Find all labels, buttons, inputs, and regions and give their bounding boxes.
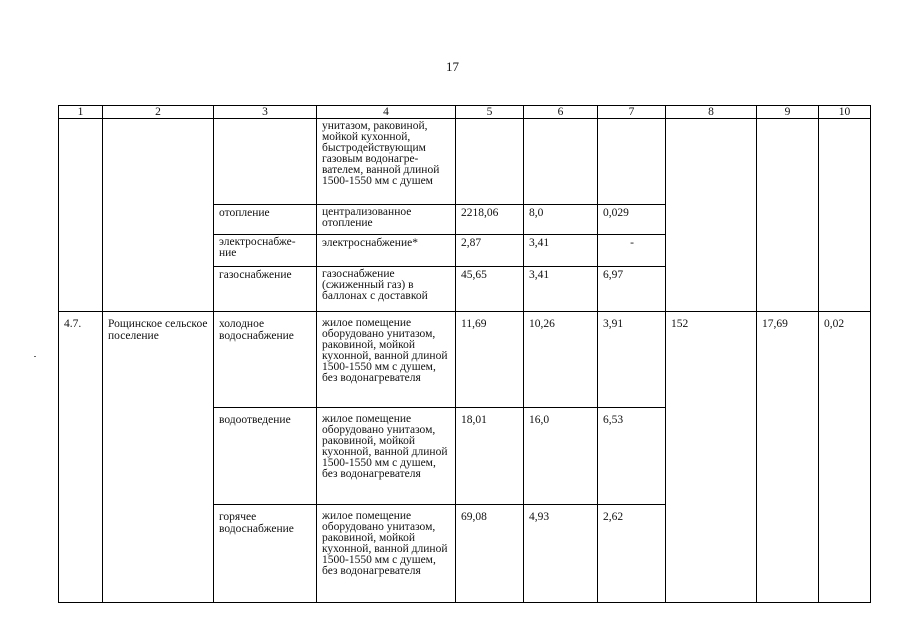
cell-col10: 0,02 xyxy=(819,312,871,603)
cell-equipment: электроснабжение* xyxy=(317,235,456,267)
cell-value xyxy=(524,119,598,205)
header-cell: 4 xyxy=(317,106,456,119)
cell-value: 0,029 xyxy=(598,205,666,235)
page-number: 17 xyxy=(446,59,459,74)
cell-equipment: газоснабжение (сжиженный газ) в баллонах с доставкой xyxy=(317,267,456,312)
header-cell: 2 xyxy=(103,106,214,119)
cell-number: 4.7. xyxy=(59,312,103,603)
cell-col8: 152 xyxy=(666,312,757,603)
table-row xyxy=(59,119,871,205)
header-cell: 6 xyxy=(524,106,598,119)
header-cell: 8 xyxy=(666,106,757,119)
tariff-table xyxy=(58,105,871,603)
cell-number xyxy=(59,119,103,312)
table-row xyxy=(59,312,871,408)
header-cell: 3 xyxy=(214,106,317,119)
cell-value xyxy=(456,119,524,205)
header-cell: 5 xyxy=(456,106,524,119)
cell-value: 3,91 xyxy=(598,312,666,408)
cell-service: электроснабже-ние xyxy=(214,235,317,267)
cell-value: 4,93 xyxy=(524,505,598,603)
cell-equipment: унитазом, раковиной, мойкой кухонной, быстродействующим газовым водонагре-вателем, ванной длиной 1500-1550 мм с душем xyxy=(317,119,456,205)
cell-service: водоотведение xyxy=(214,408,317,505)
cell-service: отопление xyxy=(214,205,317,235)
cell-equipment: жилое помещение оборудовано унитазом, раковиной, мойкой кухонной, ванной длиной 1500-1550 мм с душем, без водонагревателя xyxy=(317,505,456,603)
cell-value: 2,87 xyxy=(456,235,524,267)
cell-value: - xyxy=(598,235,666,267)
cell-col9 xyxy=(757,119,819,312)
cell-equipment: жилое помещение оборудовано унитазом, раковиной, мойкой кухонной, ванной длиной 1500-1550 мм с душем, без водонагревателя xyxy=(317,312,456,408)
cell-settlement xyxy=(103,119,214,312)
header-row xyxy=(59,106,871,119)
cell-col9: 17,69 xyxy=(757,312,819,603)
cell-col8 xyxy=(666,119,757,312)
header-cell: 7 xyxy=(598,106,666,119)
cell-value: 18,01 xyxy=(456,408,524,505)
cell-value: 6,53 xyxy=(598,408,666,505)
cell-value: 3,41 xyxy=(524,267,598,312)
cell-value: 10,26 xyxy=(524,312,598,408)
header-cell: 1 xyxy=(59,106,103,119)
cell-value: 45,65 xyxy=(456,267,524,312)
margin-mark xyxy=(34,356,36,357)
cell-service: холодное водоснабжение xyxy=(214,312,317,408)
cell-service: газоснабжение xyxy=(214,267,317,312)
cell-value: 16,0 xyxy=(524,408,598,505)
cell-value: 3,41 xyxy=(524,235,598,267)
cell-equipment: централизованное отопление xyxy=(317,205,456,235)
cell-col10 xyxy=(819,119,871,312)
cell-value: 2,62 xyxy=(598,505,666,603)
cell-value: 8,0 xyxy=(524,205,598,235)
cell-value: 2218,06 xyxy=(456,205,524,235)
header-cell: 10 xyxy=(819,106,871,119)
cell-service: горячее водоснабжение xyxy=(214,505,317,603)
cell-value: 69,08 xyxy=(456,505,524,603)
cell-value: 6,97 xyxy=(598,267,666,312)
cell-value xyxy=(598,119,666,205)
cell-service xyxy=(214,119,317,205)
cell-equipment: жилое помещение оборудовано унитазом, раковиной, мойкой кухонной, ванной длиной 1500-1550 мм с душем, без водонагревателя xyxy=(317,408,456,505)
header-cell: 9 xyxy=(757,106,819,119)
cell-value: 11,69 xyxy=(456,312,524,408)
cell-settlement: Рощинское сельское поселение xyxy=(103,312,214,603)
